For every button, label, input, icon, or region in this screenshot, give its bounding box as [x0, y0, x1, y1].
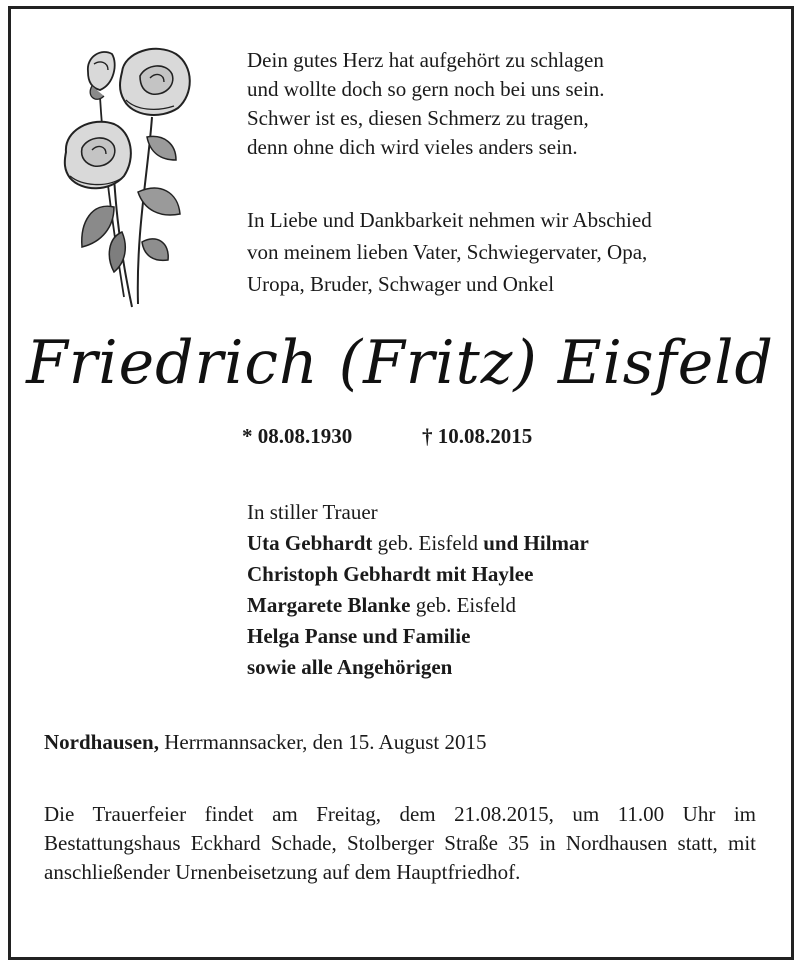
- mourner-line: Christoph Gebhardt mit Haylee: [247, 562, 534, 586]
- place-date: Herrmannsacker, den 15. August 2015: [158, 730, 487, 754]
- farewell-line: von meinem lieben Vater, Schwiegervater, Opa,: [247, 240, 648, 264]
- death-date: † 10.08.2015: [422, 424, 533, 448]
- funeral-service-info: Die Trauerfeier findet am Freitag, dem 21.08.2015, um 11.00 Uhr im Bestattungshaus Eckhard Schade, Stolberger Straße 35 in Nordhausen statt, mit anschließender Urnenbeisetzung auf dem Hauptfriedhof.: [44, 802, 756, 884]
- mourners-block: [247, 497, 589, 683]
- birth-date: * 08.08.1930: [242, 424, 353, 448]
- farewell-text: [247, 204, 652, 300]
- mourner-name: Uta Gebhardt: [247, 531, 373, 555]
- verse-line: denn ohne dich wird vieles anders sein.: [247, 135, 578, 159]
- mourner-line: [247, 590, 589, 621]
- place-date-line: [44, 730, 486, 755]
- deceased-name: Friedrich (Fritz) Eisfeld: [26, 328, 774, 398]
- verse-line: Dein gutes Herz hat aufgehört zu schlagen: [247, 48, 604, 72]
- roses-icon: [52, 42, 202, 312]
- farewell-line: Uropa, Bruder, Schwager und Onkel: [247, 272, 555, 296]
- mourner-line: Helga Panse und Familie: [247, 624, 471, 648]
- maiden-name: geb. Eisfeld: [372, 531, 484, 555]
- maiden-name: geb. Eisfeld: [410, 593, 517, 617]
- mourner-line: sowie alle Angehörigen: [247, 655, 453, 679]
- mourner-partner: und Hilmar: [483, 531, 589, 555]
- verse-line: und wollte doch so gern noch bei uns sein.: [247, 77, 605, 101]
- mourner-name: Margarete Blanke: [247, 593, 411, 617]
- mourner-line: [247, 528, 589, 559]
- farewell-line: In Liebe und Dankbarkeit nehmen wir Abschied: [247, 208, 652, 232]
- mourners-heading: In stiller Trauer: [247, 500, 378, 524]
- verse-line: Schwer ist es, diesen Schmerz zu tragen,: [247, 106, 589, 130]
- verse: [247, 46, 605, 162]
- city: Nordhausen,: [44, 730, 159, 754]
